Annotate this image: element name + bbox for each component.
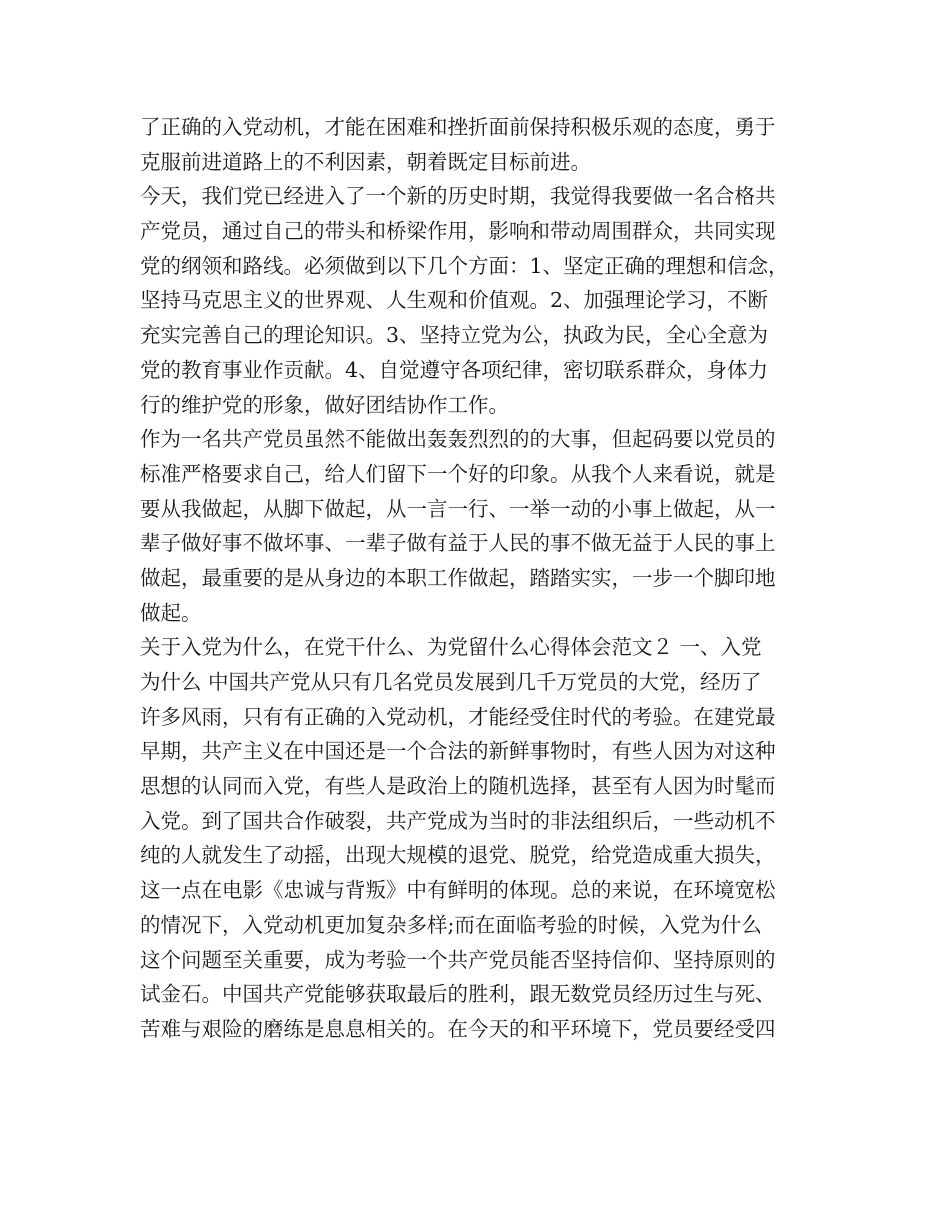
text-line: 标准严格要求自己，给人们留下一个好的印象。从我个人来看说，就是	[140, 461, 776, 486]
text-line: 充实完善自己的理论知识。3、坚持立党为公，执政为民，全心全意为	[140, 323, 769, 348]
text-line: 苦难与艰险的磨练是息息相关的。在今天的和平环境下，党员要经受四	[140, 1016, 776, 1041]
text-line: 试金石。中国共产党能够获取最后的胜利，跟无数党员经历过生与死、	[140, 982, 776, 1007]
text-line: 行的维护党的形象，做好团结协作工作。	[140, 392, 509, 417]
text-line: 做起。	[140, 600, 202, 625]
text-line: 这一点在电影《忠诚与背叛》中有鲜明的体现。总的来说，在环境宽松	[140, 878, 776, 903]
text-line: 为什么 中国共产党从只有几名党员发展到几千万党员的大党，经历了	[140, 670, 762, 694]
text-line: 今天，我们党已经进入了一个新的历史时期，我觉得我要做一名合格共	[140, 184, 776, 209]
text-line: 做起，最重要的是从身边的本职工作做起，踏踏实实，一步一个脚印地	[140, 565, 776, 590]
text-line: 早期，共产主义在中国还是一个合法的新鲜事物时，有些人因为对这种	[140, 739, 776, 764]
text-line: 辈子做好事不做坏事、一辈子做有益于人民的事不做无益于人民的事上	[140, 531, 776, 556]
text-line: 产党员，通过自己的带头和桥梁作用，影响和带动周围群众，共同实现	[140, 219, 776, 244]
text-line: 许多风雨，只有有正确的入党动机，才能经受住时代的考验。在建党最	[140, 704, 776, 729]
text-line: 党的教育事业作贡献。4、自觉遵守各项纪律，密切联系群众，身体力	[140, 357, 769, 382]
text-line: 了正确的入党动机，才能在困难和挫折面前保持积极乐观的态度，勇于	[140, 115, 776, 139]
text-line: 思想的认同而入党，有些人是政治上的随机选择，甚至有人因为时髦而	[140, 774, 776, 799]
text-line: 关于入党为什么，在党干什么、为党留什么心得体会范文２ 一、入党	[140, 635, 762, 660]
text-line: 要从我做起，从脚下做起，从一言一行、一举一动的小事上做起，从一	[140, 496, 776, 521]
text-line: 克服前进道路上的不利因素，朝着既定目标前进。	[140, 149, 591, 174]
text-line: 的情况下，入党动机更加复杂多样;而在面临考验的时候，入党为什么	[140, 912, 762, 937]
text-line: 坚持马克思主义的世界观、人生观和价值观。2、加强理论学习，不断	[140, 288, 769, 313]
text-line: 作为一名共产党员虽然不能做出轰轰烈烈的的大事，但起码要以党员的	[140, 427, 776, 452]
text-line: 纯的人就发生了动摇，出现大规模的退党、脱党，给党造成重大损失，	[140, 843, 776, 868]
text-line: 入党。到了国共合作破裂，共产党成为当时的非法组织后，一些动机不	[140, 808, 776, 833]
text-line: 这个问题至关重要，成为考验一个共产党员能否坚持信仰、坚持原则的	[140, 947, 776, 972]
text-line: 党的纲领和路线。必须做到以下几个方面：1、坚定正确的理想和信念，	[140, 253, 789, 278]
document-body	[140, 110, 820, 1047]
